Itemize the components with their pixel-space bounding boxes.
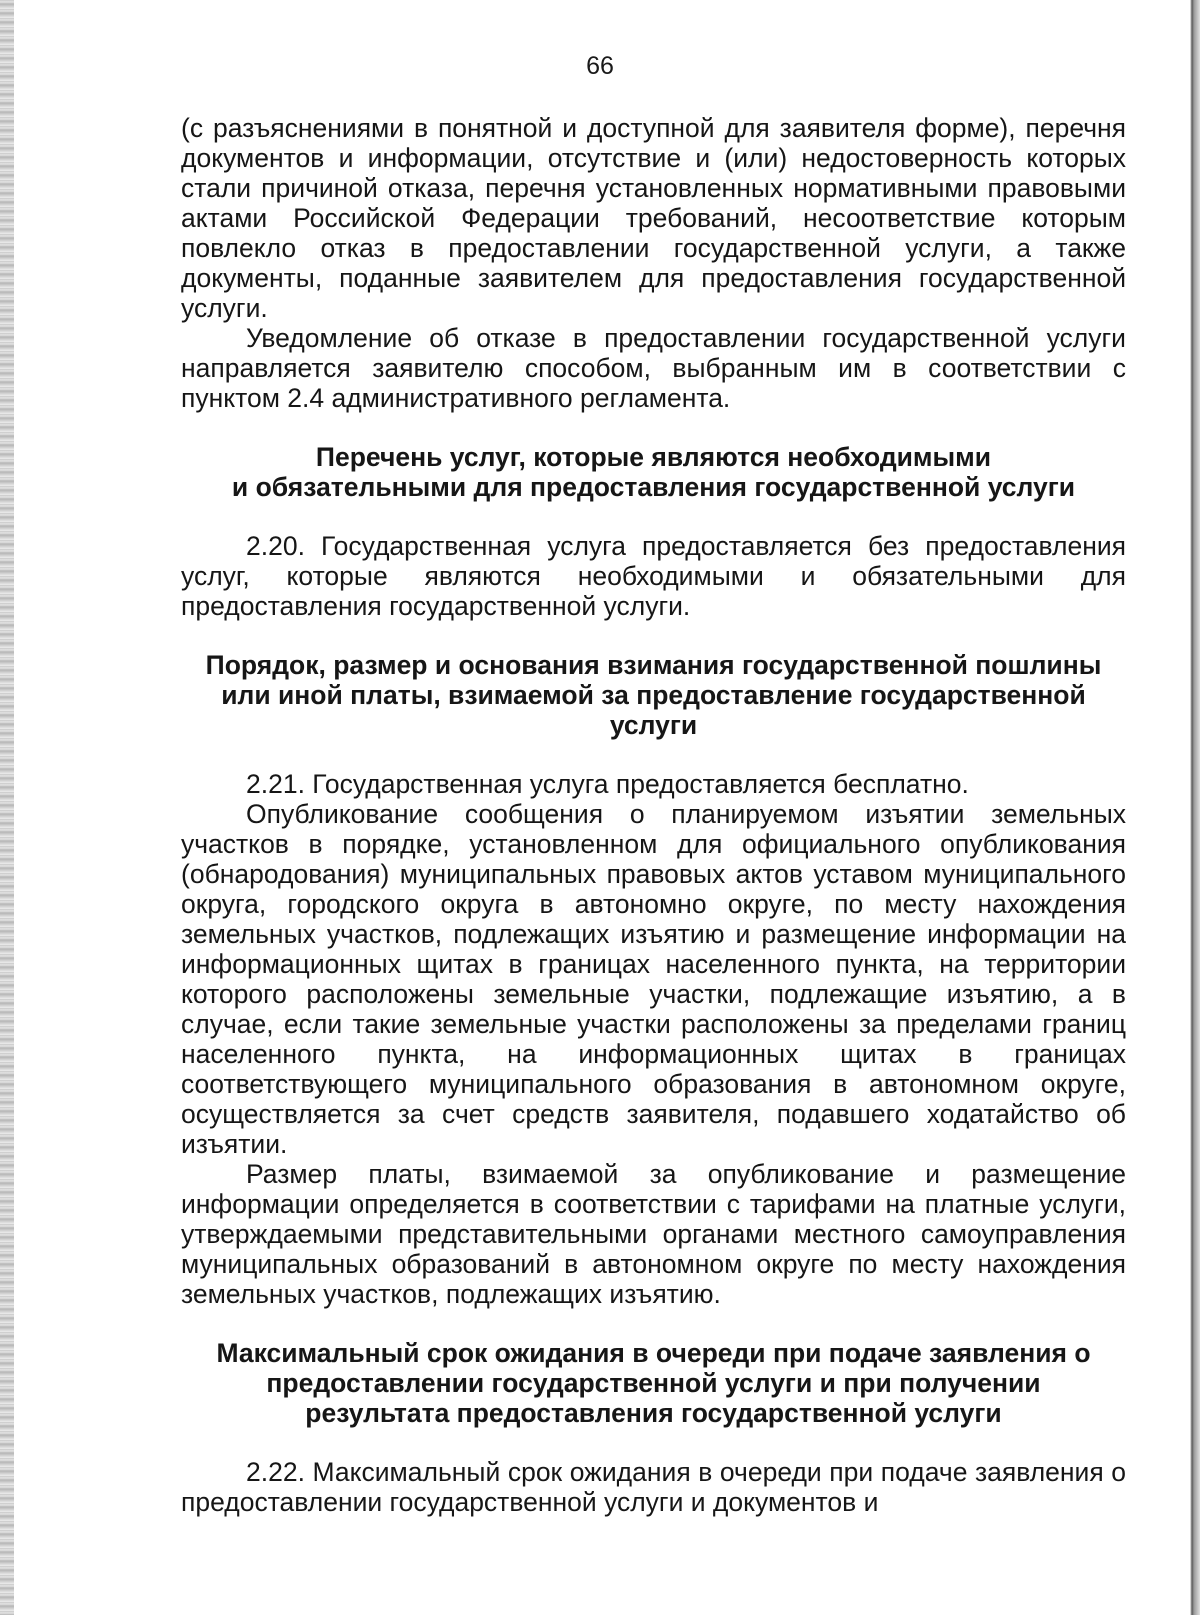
heading-line: Перечень услуг, которые являются необходимыми [315,442,992,472]
paragraph-2-20: 2.20. Государственная услуга предоставляется без предоставления услуг, которые являются необходимыми и обязательными для предоставления государственной услуги. [181,531,1126,621]
paragraph-2-22: 2.22. Максимальный срок ожидания в очереди при подаче заявления о предоставлении государственной услуги и документов и [181,1457,1126,1517]
paragraph-refusal-notice: Уведомление об отказе в предоставлении государственной услуги направляется заявителю способом, выбранным им в соответствии с пунктом 2.4 административного регламента. [181,323,1126,413]
page-number: 66 [586,52,614,80]
paragraph-2-21: 2.21. Государственная услуга предоставляется бесплатно. [246,769,969,799]
scan-edge-right [1190,0,1200,1615]
heading-line: и обязательными для предоставления государственной услуги [231,472,1076,502]
heading-line: Порядок, размер и основания взимания государственной пошлины [205,650,1102,680]
paragraph-fee-amount: Размер платы, взимаемой за опубликование и размещение информации определяется в соответствии с тарифами на платные услуги, утверждаемыми представительными органами местного самоуправления муниципальных образований в автономном округе по месту нахождения земельных участков, подлежащих изъятию. [181,1159,1126,1309]
document-body [181,113,1126,1517]
heading-line: предоставлении государственной услуги и при получении [266,1368,1041,1398]
heading-line: результата предоставления государственной услуги [305,1398,1002,1428]
paragraph-publication: Опубликование сообщения о планируемом изъятии земельных участков в порядке, установленном для официального опубликования (обнародования) муниципальных правовых актов уставом муниципального округа, городского округа в автономно округе, по месту нахождения земельных участков, подлежащих изъятию и размещение информации на информационных щитах в границах населенного пункта, на территории которого расположены земельные участки, подлежащие изъятию, а в случае, если такие земельные участки расположены за пределами границ населенного пункта, на информационных щитах в границах соответствующего муниципального образования в автономном округе, осуществляется за счет средств заявителя, подавшего ходатайство об изъятии. [181,799,1126,1159]
paragraph-refusal-contents: (с разъяснениями в понятной и доступной для заявителя форме), перечня документов и информации, отсутствие и (или) недостоверность которых стали причиной отказа, перечня установленных нормативными правовыми актами Российской Федерации требований, несоответствие которым повлекло отказ в предоставлении государственной услуги, а также документы, поданные заявителем для предоставления государственной услуги. [181,113,1126,323]
heading-queue-time [181,1338,1126,1428]
heading-required-services [181,442,1126,502]
heading-line: или иной платы, взимаемой за предоставление государственной [221,680,1086,710]
heading-fee [181,650,1126,740]
scan-edge-left [0,0,14,1615]
heading-line: услуги [609,710,698,740]
heading-line: Максимальный срок ожидания в очереди при подаче заявления о [216,1338,1091,1368]
